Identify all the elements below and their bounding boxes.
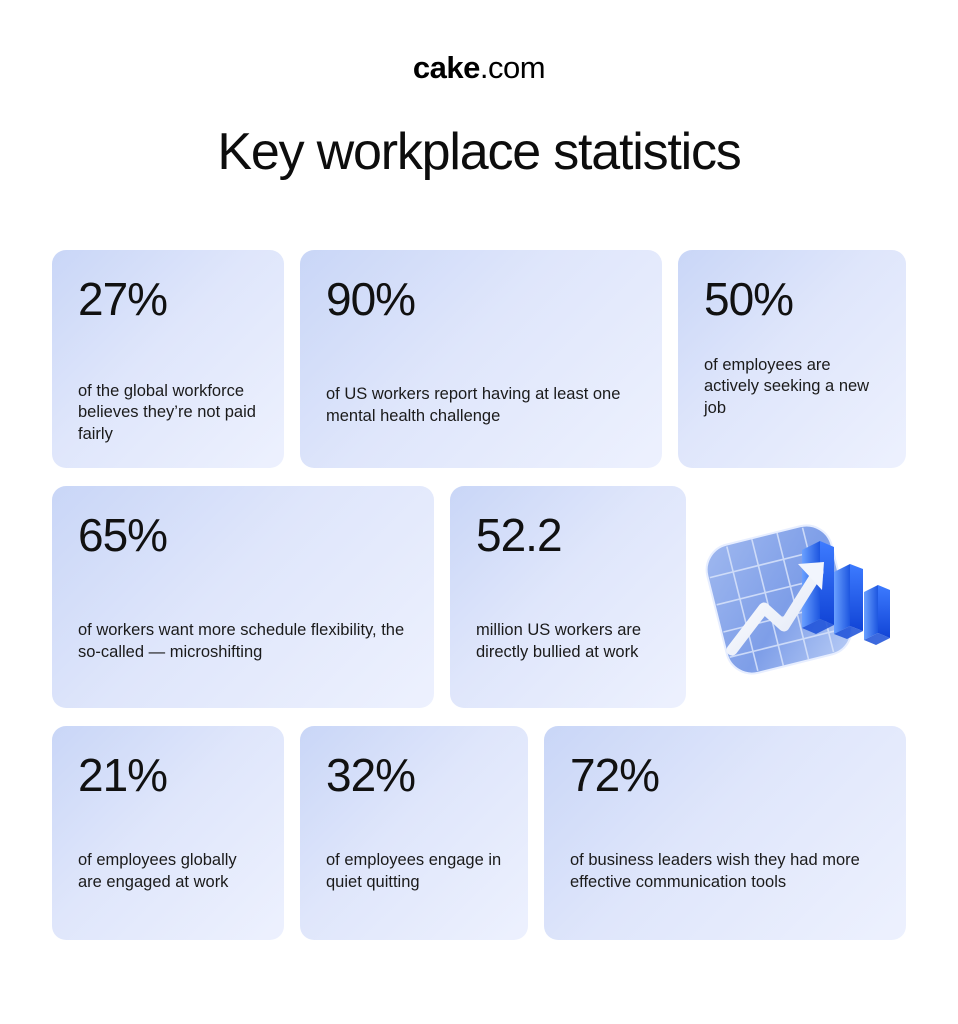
stat-card (52, 726, 284, 940)
stats-row (52, 486, 906, 708)
stat-value: 50% (704, 273, 794, 325)
stat-value: 21% (78, 749, 168, 801)
brand-name-suffix: .com (479, 50, 546, 85)
stat-value: 52.2 (476, 509, 562, 561)
bar-chart-3d-icon (698, 500, 906, 690)
stat-value: 90% (326, 273, 416, 325)
stats-grid (52, 250, 906, 958)
stat-card (52, 250, 284, 468)
stat-description: of the global workforce believes they’re not paid fairly (78, 381, 256, 444)
decorative-illustration-slot (702, 486, 902, 708)
page-title: Key workplace statistics (217, 123, 741, 181)
brand-logo (0, 0, 958, 83)
stat-card (52, 486, 434, 708)
stat-value: 65% (78, 509, 168, 561)
stat-card (300, 250, 662, 468)
brand-name-bold: cake (412, 50, 480, 85)
stat-description: of employees are actively seeking a new job (704, 355, 870, 418)
stat-value: 72% (570, 749, 660, 801)
stats-row (52, 250, 906, 468)
stats-row (52, 726, 906, 940)
stat-description: of workers want more schedule flexibility, the so-called — microshifting (78, 621, 405, 662)
stat-card (544, 726, 906, 940)
stat-card (450, 486, 686, 708)
stat-card (678, 250, 906, 468)
stat-value: 32% (326, 749, 416, 801)
stat-value: 27% (78, 273, 168, 325)
stat-description: of business leaders wish they had more effective communication tools (570, 851, 860, 892)
stat-description: of employees globally are engaged at work (78, 851, 237, 892)
stat-card (300, 726, 528, 940)
stat-description: of US workers report having at least one mental health challenge (326, 385, 621, 426)
stat-description: million US workers are directly bullied at work (476, 621, 642, 662)
stat-description: of employees engage in quiet quitting (326, 851, 502, 892)
